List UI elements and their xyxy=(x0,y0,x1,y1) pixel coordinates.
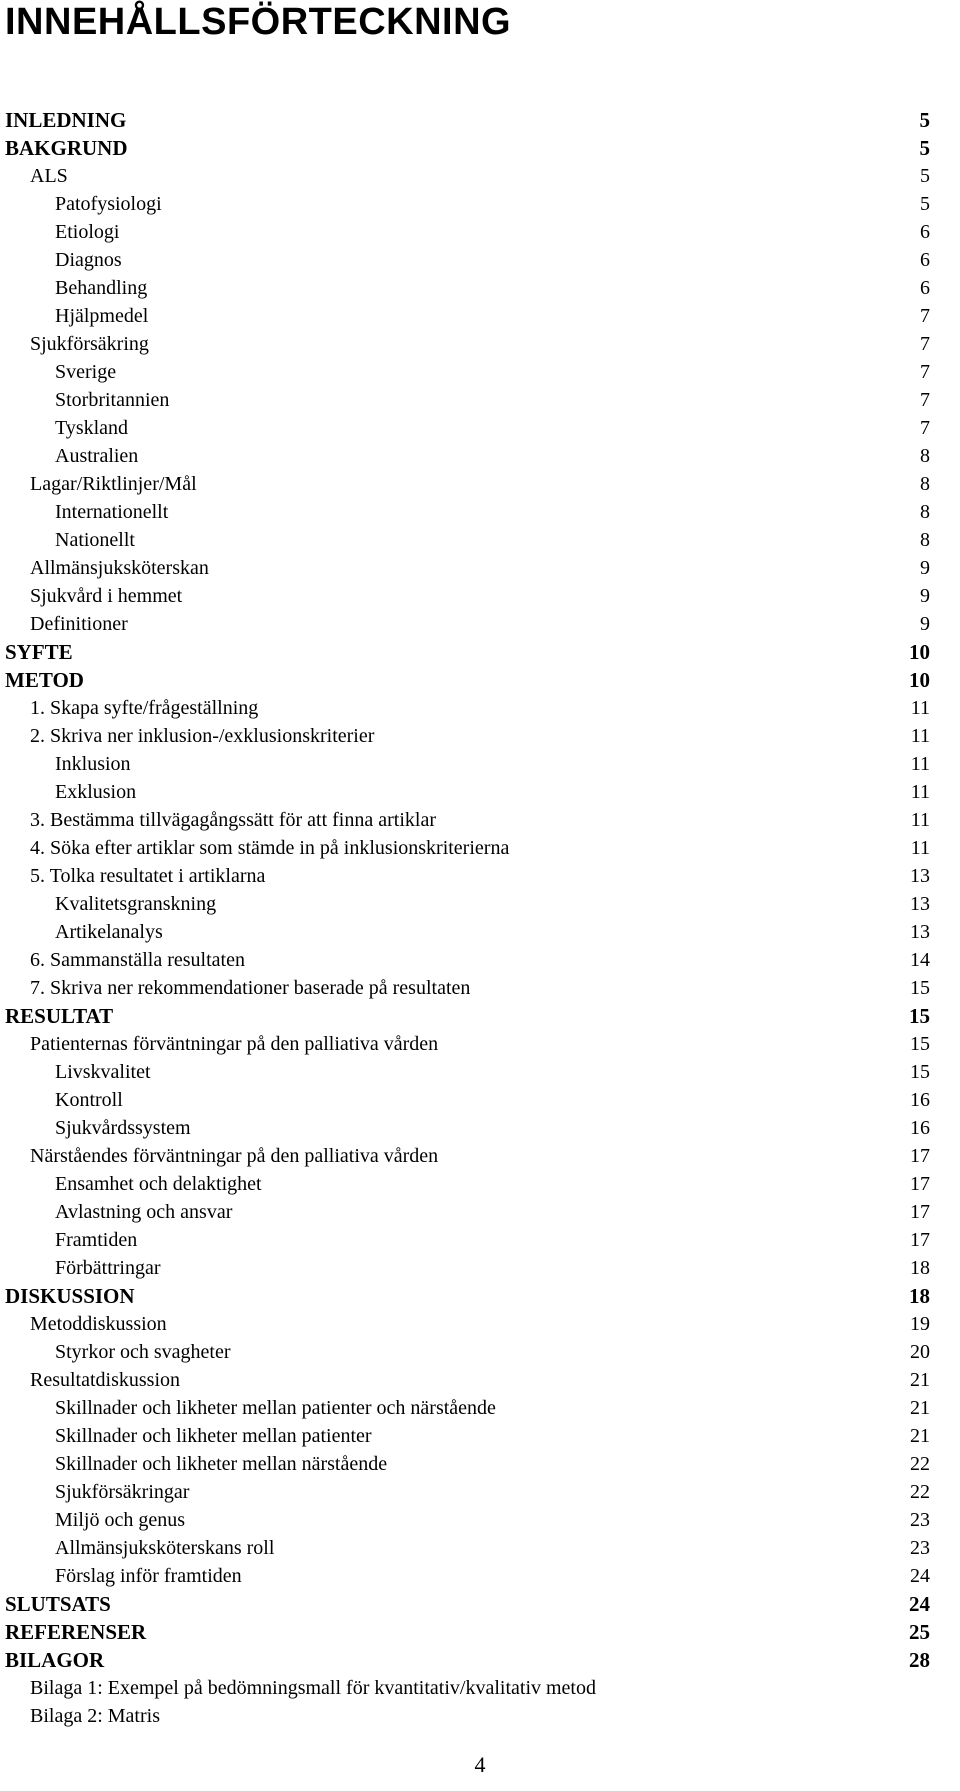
toc-entry-page: 14 xyxy=(910,949,930,971)
toc-entry-page: 17 xyxy=(910,1173,930,1195)
toc-entry[interactable] xyxy=(5,918,930,946)
toc-entry[interactable] xyxy=(5,498,930,526)
toc-entry[interactable] xyxy=(5,330,930,358)
toc-entry[interactable] xyxy=(5,722,930,750)
toc-entry-label: Sjukvård i hemmet xyxy=(30,585,183,607)
toc-entry[interactable] xyxy=(5,1170,930,1198)
toc-entry-label: Nationellt xyxy=(55,529,135,551)
toc-entry[interactable] xyxy=(5,442,930,470)
toc-entry-page: 18 xyxy=(910,1257,930,1279)
toc-entry-label: DISKUSSION xyxy=(5,1284,135,1308)
toc-entry[interactable] xyxy=(5,1702,930,1730)
toc-entry-page: 23 xyxy=(910,1537,930,1559)
toc-entry-label: Internationellt xyxy=(55,501,169,523)
toc-entry[interactable] xyxy=(5,1030,930,1058)
toc-entry-label: Storbritannien xyxy=(55,389,170,411)
toc-entry-page: 15 xyxy=(910,977,930,999)
toc-entry-label: Förslag inför framtiden xyxy=(55,1565,242,1587)
toc-entry-label: Sverige xyxy=(55,361,117,383)
toc-entry-page: 11 xyxy=(910,837,930,859)
toc-entry-label: 1. Skapa syfte/frågeställning xyxy=(30,697,259,719)
toc-entry-label: Behandling xyxy=(55,277,148,299)
toc-entry-page: 7 xyxy=(920,333,930,355)
toc-entry-label: REFERENSER xyxy=(5,1620,147,1644)
toc-entry-label: ALS xyxy=(30,165,68,187)
toc-entry-label: SLUTSATS xyxy=(5,1592,111,1616)
toc-entry-label: Resultatdiskussion xyxy=(30,1369,181,1391)
toc-entry-page: 11 xyxy=(910,725,930,747)
toc-entry[interactable] xyxy=(5,106,930,134)
toc-entry-page: 7 xyxy=(920,361,930,383)
toc-entry-label: Sjukförsäkringar xyxy=(55,1481,190,1503)
toc-entry[interactable] xyxy=(5,246,930,274)
toc-entry-page: 5 xyxy=(919,136,930,160)
toc-entry[interactable] xyxy=(5,806,930,834)
toc-entry-label: BAKGRUND xyxy=(5,136,128,160)
toc-entry-label: SYFTE xyxy=(5,640,73,664)
toc-entry-page: 5 xyxy=(920,193,930,215)
toc-entry-label: Avlastning och ansvar xyxy=(55,1201,233,1223)
toc-entry-label: Australien xyxy=(55,445,139,467)
toc-entry-page: 9 xyxy=(920,557,930,579)
toc-entry-label: INLEDNING xyxy=(5,108,127,132)
toc-entry[interactable] xyxy=(5,386,930,414)
toc-entry-page: 17 xyxy=(910,1145,930,1167)
toc-entry[interactable] xyxy=(5,1282,930,1310)
page-number: 4 xyxy=(474,1752,486,1777)
toc-entry-label: Förbättringar xyxy=(55,1257,161,1279)
toc-entry[interactable] xyxy=(5,890,930,918)
toc-entry-page: 10 xyxy=(909,640,930,664)
toc-entry[interactable] xyxy=(5,1394,930,1422)
page-title: INNEHÅLLSFÖRTECKNING xyxy=(5,1,512,43)
toc-entry[interactable] xyxy=(5,1506,930,1534)
toc-entry-page: 8 xyxy=(920,529,930,551)
toc-entry-label: Skillnader och likheter mellan patienter xyxy=(55,1425,372,1447)
toc-entry-label: Skillnader och likheter mellan patienter och närstående xyxy=(55,1397,496,1419)
toc-entry-page: 6 xyxy=(920,221,930,243)
toc-entry[interactable] xyxy=(5,1310,930,1338)
toc-entry[interactable] xyxy=(5,1450,930,1478)
toc-entry-page: 11 xyxy=(910,809,930,831)
toc-entry[interactable] xyxy=(5,610,930,638)
toc-entry[interactable] xyxy=(5,1226,930,1254)
toc-entry-page: 7 xyxy=(920,417,930,439)
toc-entry[interactable] xyxy=(5,554,930,582)
toc-entry-page: 7 xyxy=(920,389,930,411)
toc-entry-label: Metoddiskussion xyxy=(30,1313,167,1335)
toc-entry[interactable] xyxy=(5,1198,930,1226)
toc-entry-label: Styrkor och svagheter xyxy=(55,1341,231,1363)
toc-entry[interactable] xyxy=(5,1618,930,1646)
toc-entry[interactable] xyxy=(5,778,930,806)
toc-entry[interactable] xyxy=(5,1590,930,1618)
toc-entry-page: 17 xyxy=(910,1229,930,1251)
toc-entry-label: Exklusion xyxy=(55,781,137,803)
toc-entry-page: 11 xyxy=(910,781,930,803)
toc-entry[interactable] xyxy=(5,162,930,190)
toc-entry[interactable] xyxy=(5,834,930,862)
toc-entry-page: 5 xyxy=(920,165,930,187)
toc-entry-label: RESULTAT xyxy=(5,1004,114,1028)
toc-entry[interactable] xyxy=(5,1086,930,1114)
toc-entry-page: 9 xyxy=(920,585,930,607)
toc-entry-label: Allmänsjuksköterskan xyxy=(30,557,209,579)
toc-entry-label: Livskvalitet xyxy=(55,1061,151,1083)
toc-entry-page: 8 xyxy=(920,501,930,523)
toc-entry-page: 5 xyxy=(919,108,930,132)
toc-entry-label: Lagar/Riktlinjer/Mål xyxy=(30,473,197,495)
toc-entry[interactable] xyxy=(5,750,930,778)
toc-entry[interactable] xyxy=(5,526,930,554)
toc-entry[interactable] xyxy=(5,218,930,246)
toc-entry[interactable] xyxy=(5,1338,930,1366)
toc-entry-page: 7 xyxy=(920,305,930,327)
toc-entry-label: Patofysiologi xyxy=(55,193,162,215)
toc-entry-page: 13 xyxy=(910,921,930,943)
toc-entry[interactable] xyxy=(5,1254,930,1282)
toc-entry[interactable] xyxy=(5,974,930,1002)
toc-entry[interactable] xyxy=(5,666,930,694)
toc-entry-label: Framtiden xyxy=(55,1229,138,1251)
toc-entry-page: 23 xyxy=(910,1509,930,1531)
toc-entry-page: 6 xyxy=(920,249,930,271)
toc-entry-label: 4. Söka efter artiklar som stämde in på inklusionskriterierna xyxy=(30,837,510,859)
toc-entry[interactable] xyxy=(5,1646,930,1674)
toc-entry-page: 15 xyxy=(909,1004,930,1028)
toc-entry-label: Bilaga 2: Matris xyxy=(30,1705,160,1727)
toc-entry[interactable] xyxy=(5,134,930,162)
toc-entry-label: Kontroll xyxy=(55,1089,123,1111)
toc-entry[interactable] xyxy=(5,190,930,218)
toc-entry[interactable] xyxy=(5,1534,930,1562)
toc-entry-page: 16 xyxy=(910,1117,930,1139)
toc-entry[interactable] xyxy=(5,1422,930,1450)
toc-entry-label: Allmänsjuksköterskans roll xyxy=(55,1537,275,1559)
toc-entry-page: 28 xyxy=(909,1648,930,1672)
toc-entry-page: 21 xyxy=(910,1397,930,1419)
toc-entry[interactable] xyxy=(5,1366,930,1394)
toc-entry-page: 24 xyxy=(909,1592,930,1616)
toc-entry-page: 13 xyxy=(910,893,930,915)
toc-entry-label: Diagnos xyxy=(55,249,122,271)
toc-entry-page: 18 xyxy=(909,1284,930,1308)
toc-entry[interactable] xyxy=(5,358,930,386)
toc-entry-label: Sjukvårdssystem xyxy=(55,1117,191,1139)
toc-entry-label: 7. Skriva ner rekommendationer baserade på resultaten xyxy=(30,977,471,999)
toc-entry-page: 19 xyxy=(910,1313,930,1335)
toc-entry[interactable] xyxy=(5,1058,930,1086)
toc-entry-page: 8 xyxy=(920,445,930,467)
toc-entry-label: 6. Sammanställa resultaten xyxy=(30,949,245,971)
toc-entry-label: Inklusion xyxy=(55,753,131,775)
toc-entry[interactable] xyxy=(5,862,930,890)
toc-entry[interactable] xyxy=(5,946,930,974)
toc-entry[interactable] xyxy=(5,1478,930,1506)
toc-entry-page: 25 xyxy=(909,1620,930,1644)
toc-entry-page: 11 xyxy=(910,697,930,719)
toc-entry-label: Hjälpmedel xyxy=(55,305,149,327)
toc-entry[interactable] xyxy=(5,274,930,302)
toc-entry[interactable] xyxy=(5,302,930,330)
toc-entry-page: 22 xyxy=(910,1481,930,1503)
toc-entry-label: Sjukförsäkring xyxy=(30,333,149,355)
toc-entry-label: METOD xyxy=(5,668,84,692)
toc-entry-label: Definitioner xyxy=(30,613,128,635)
toc-entry[interactable] xyxy=(5,414,930,442)
toc-entry-label: 2. Skriva ner inklusion-/exklusionskriterier xyxy=(30,725,375,747)
toc-entry-page: 15 xyxy=(910,1033,930,1055)
toc-entry-label: 3. Bestämma tillvägagångssätt för att finna artiklar xyxy=(30,809,436,831)
toc-entry[interactable] xyxy=(5,582,930,610)
toc-entry-label: 5. Tolka resultatet i artiklarna xyxy=(30,865,266,887)
toc-entry[interactable] xyxy=(5,1114,930,1142)
toc-entry-label: Tyskland xyxy=(55,417,129,439)
toc-entry-label: Närståendes förväntningar på den palliativa vården xyxy=(30,1145,439,1167)
toc-entry-page: 6 xyxy=(920,277,930,299)
toc-entry-page: 24 xyxy=(910,1565,930,1587)
toc-entry-label: Bilaga 1: Exempel på bedömningsmall för kvantitativ/kvalitativ metod xyxy=(30,1677,596,1699)
toc-entry-label: BILAGOR xyxy=(5,1648,105,1672)
toc-entry-page: 16 xyxy=(910,1089,930,1111)
toc-entry[interactable] xyxy=(5,1562,930,1590)
toc-entry-label: Skillnader och likheter mellan närstående xyxy=(55,1453,388,1475)
toc-entry-page: 10 xyxy=(909,668,930,692)
toc-entry-label: Ensamhet och delaktighet xyxy=(55,1173,262,1195)
toc-entry-page: 13 xyxy=(910,865,930,887)
toc-entry-page: 8 xyxy=(920,473,930,495)
toc-entry[interactable] xyxy=(5,1002,930,1030)
toc-entry[interactable] xyxy=(5,1674,930,1702)
toc-entry-page: 9 xyxy=(920,613,930,635)
toc-entry-page: 20 xyxy=(910,1341,930,1363)
toc-entry-page: 15 xyxy=(910,1061,930,1083)
toc-entry-page: 21 xyxy=(910,1369,930,1391)
toc-entry-page: 22 xyxy=(910,1453,930,1475)
toc-entry-label: Kvalitetsgranskning xyxy=(55,893,217,915)
toc-entry-page: 21 xyxy=(910,1425,930,1447)
table-of-contents xyxy=(5,106,930,1730)
toc-entry[interactable] xyxy=(5,470,930,498)
toc-entry-page: 11 xyxy=(910,753,930,775)
toc-entry-label: Miljö och genus xyxy=(55,1509,185,1531)
toc-entry[interactable] xyxy=(5,638,930,666)
toc-entry[interactable] xyxy=(5,1142,930,1170)
toc-entry[interactable] xyxy=(5,694,930,722)
toc-entry-page: 17 xyxy=(910,1201,930,1223)
toc-entry-label: Patienternas förväntningar på den palliativa vården xyxy=(30,1033,439,1055)
toc-entry-label: Etiologi xyxy=(55,221,120,243)
toc-entry-label: Artikelanalys xyxy=(55,921,163,943)
